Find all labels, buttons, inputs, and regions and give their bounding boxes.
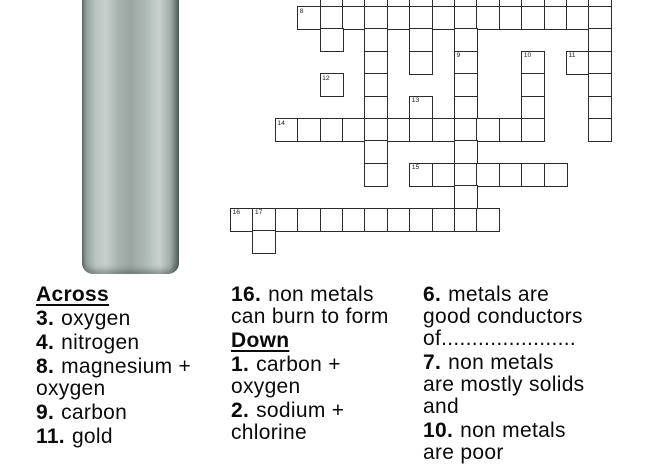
cell-number: 12 xyxy=(322,74,330,82)
clue-text: can burn to form xyxy=(231,305,389,328)
crossword-cell[interactable] xyxy=(364,208,388,232)
clue-text: metals are xyxy=(448,283,550,306)
crossword-cell[interactable] xyxy=(476,163,500,187)
crossword-cell[interactable] xyxy=(342,6,366,30)
clue-number: 7. xyxy=(423,351,442,374)
crossword-cell[interactable] xyxy=(342,118,366,142)
cell-number: 17 xyxy=(254,209,263,217)
cell-number: 15 xyxy=(411,164,420,172)
clue-text: non metals xyxy=(268,283,374,306)
clue-heading: Down xyxy=(231,329,290,352)
clue-text: gold xyxy=(71,425,113,448)
crossword-cell[interactable] xyxy=(364,140,388,164)
crossword-cell[interactable] xyxy=(521,73,545,97)
clue-number: 9. xyxy=(36,401,55,424)
crossword-cell[interactable] xyxy=(409,163,433,187)
crossword-cell[interactable] xyxy=(364,28,388,52)
clue-heading: Across xyxy=(36,283,110,306)
clue-number: 10. xyxy=(423,419,454,442)
crossword-cell[interactable] xyxy=(566,6,590,30)
crossword-cell[interactable] xyxy=(364,118,388,142)
cell-number: 9 xyxy=(456,52,461,60)
crossword-cell[interactable] xyxy=(476,6,500,30)
crossword-cell[interactable] xyxy=(432,163,456,187)
clue-text: and xyxy=(423,395,459,418)
cell-number: 16 xyxy=(232,209,241,217)
cell-number: 8 xyxy=(299,7,304,15)
crossword-cell[interactable] xyxy=(297,6,321,30)
clues-column-down xyxy=(231,284,423,446)
crossword-cell[interactable] xyxy=(342,208,366,232)
clue-text: non metals xyxy=(460,419,566,442)
clue-text: of...................... xyxy=(423,327,577,350)
crossword-cell[interactable] xyxy=(588,6,612,30)
clue xyxy=(36,402,236,424)
cell-number: 11 xyxy=(568,52,576,60)
crossword-cell[interactable] xyxy=(432,6,456,30)
crossword-cell[interactable] xyxy=(544,6,568,30)
crossword-cell[interactable] xyxy=(409,118,433,142)
crossword-cell[interactable] xyxy=(521,118,545,142)
crossword-cell[interactable] xyxy=(364,6,388,30)
crossword-cell[interactable] xyxy=(364,51,388,75)
crossword-cell[interactable] xyxy=(320,118,344,142)
crossword-cell[interactable] xyxy=(320,6,344,30)
crossword-cell[interactable] xyxy=(476,118,500,142)
clue xyxy=(231,354,423,398)
clue-number: 4. xyxy=(36,331,55,354)
clue-number: 8. xyxy=(36,355,55,378)
crossword-cell[interactable] xyxy=(454,118,478,142)
crossword-cell[interactable] xyxy=(409,96,433,120)
crossword-cell[interactable] xyxy=(454,73,478,97)
crossword-cell[interactable] xyxy=(521,51,545,75)
crossword-cell[interactable] xyxy=(454,185,478,209)
clues-column-right xyxy=(423,284,643,466)
crossword-cell[interactable] xyxy=(521,96,545,120)
crossword-cell[interactable] xyxy=(432,208,456,232)
crossword-cell[interactable] xyxy=(275,208,299,232)
crossword-cell[interactable] xyxy=(409,51,433,75)
crossword-cell[interactable] xyxy=(521,6,545,30)
clue xyxy=(423,420,643,464)
clue-number: 16. xyxy=(231,283,262,306)
crossword-cell[interactable] xyxy=(320,28,344,52)
crossword-cell[interactable] xyxy=(409,208,433,232)
clue xyxy=(231,330,423,352)
crossword-cell[interactable] xyxy=(499,163,523,187)
crossword-cell[interactable] xyxy=(320,73,344,97)
cell-number: 13 xyxy=(411,97,420,105)
crossword-cell[interactable] xyxy=(454,28,478,52)
clue-text: non metals xyxy=(448,351,554,374)
crossword-cell[interactable] xyxy=(521,163,545,187)
clue xyxy=(36,332,236,354)
crossword-cell[interactable] xyxy=(454,140,478,164)
clue-number: 6. xyxy=(423,283,442,306)
clue-text: magnesium + xyxy=(61,355,192,378)
clues-column-across xyxy=(36,284,236,450)
clue-text: oxygen xyxy=(231,375,301,398)
crossword-cell[interactable] xyxy=(432,118,456,142)
crossword-cell[interactable] xyxy=(499,6,523,30)
crossword-cell[interactable] xyxy=(364,96,388,120)
crossword-cell[interactable] xyxy=(252,230,276,254)
clue xyxy=(36,308,236,330)
clue xyxy=(36,426,236,448)
crossword-cell[interactable] xyxy=(476,208,500,232)
clue-number: 2. xyxy=(231,399,250,422)
clue-text: oxygen xyxy=(61,307,131,330)
crossword-cell[interactable] xyxy=(588,73,612,97)
crossword-cell[interactable] xyxy=(252,208,276,232)
clue xyxy=(36,356,236,400)
crossword-cell[interactable] xyxy=(454,208,478,232)
crossword-cell[interactable] xyxy=(320,208,344,232)
crossword-cell[interactable] xyxy=(387,6,411,30)
crossword-cell[interactable] xyxy=(566,51,590,75)
crossword-cell[interactable] xyxy=(409,28,433,52)
clue xyxy=(423,284,643,350)
crossword-cell[interactable] xyxy=(454,163,478,187)
clue xyxy=(231,284,423,328)
crossword-cell[interactable] xyxy=(588,51,612,75)
clue-text: are poor xyxy=(423,441,504,464)
crossword-cell[interactable] xyxy=(588,118,612,142)
clue-text: good conductors xyxy=(423,305,583,328)
crossword-cell[interactable] xyxy=(409,6,433,30)
clue-text: oxygen xyxy=(36,377,106,400)
crossword-cell[interactable] xyxy=(230,208,254,232)
clue-text: carbon xyxy=(61,401,128,424)
clue-text: sodium + xyxy=(256,399,345,422)
crossword-cell[interactable] xyxy=(588,28,612,52)
clue-number: 11. xyxy=(36,425,65,448)
clue-text: carbon + xyxy=(256,353,341,376)
crossword-cell[interactable] xyxy=(454,96,478,120)
crossword-cell[interactable] xyxy=(387,118,411,142)
crossword-cell[interactable] xyxy=(275,118,299,142)
clue-text: chlorine xyxy=(231,421,307,444)
crossword-cell[interactable] xyxy=(387,208,411,232)
crossword-cell[interactable] xyxy=(454,51,478,75)
cell-number: 10 xyxy=(523,52,532,60)
clue-text: are mostly solids xyxy=(423,373,585,396)
cell-number: 14 xyxy=(277,119,285,127)
crossword-cell[interactable] xyxy=(364,163,388,187)
clue-number: 1. xyxy=(231,353,250,376)
clue xyxy=(423,352,643,418)
crossword-cell[interactable] xyxy=(499,118,523,142)
clue-number: 3. xyxy=(36,307,55,330)
clue xyxy=(231,400,423,444)
clue xyxy=(36,284,236,306)
crossword-cell[interactable] xyxy=(454,6,478,30)
crossword-cell[interactable] xyxy=(588,96,612,120)
crossword-cell[interactable] xyxy=(297,208,321,232)
crossword-cell[interactable] xyxy=(544,163,568,187)
crossword-cell[interactable] xyxy=(297,118,321,142)
clue-text: nitrogen xyxy=(61,331,140,354)
crossword-cell[interactable] xyxy=(364,73,388,97)
